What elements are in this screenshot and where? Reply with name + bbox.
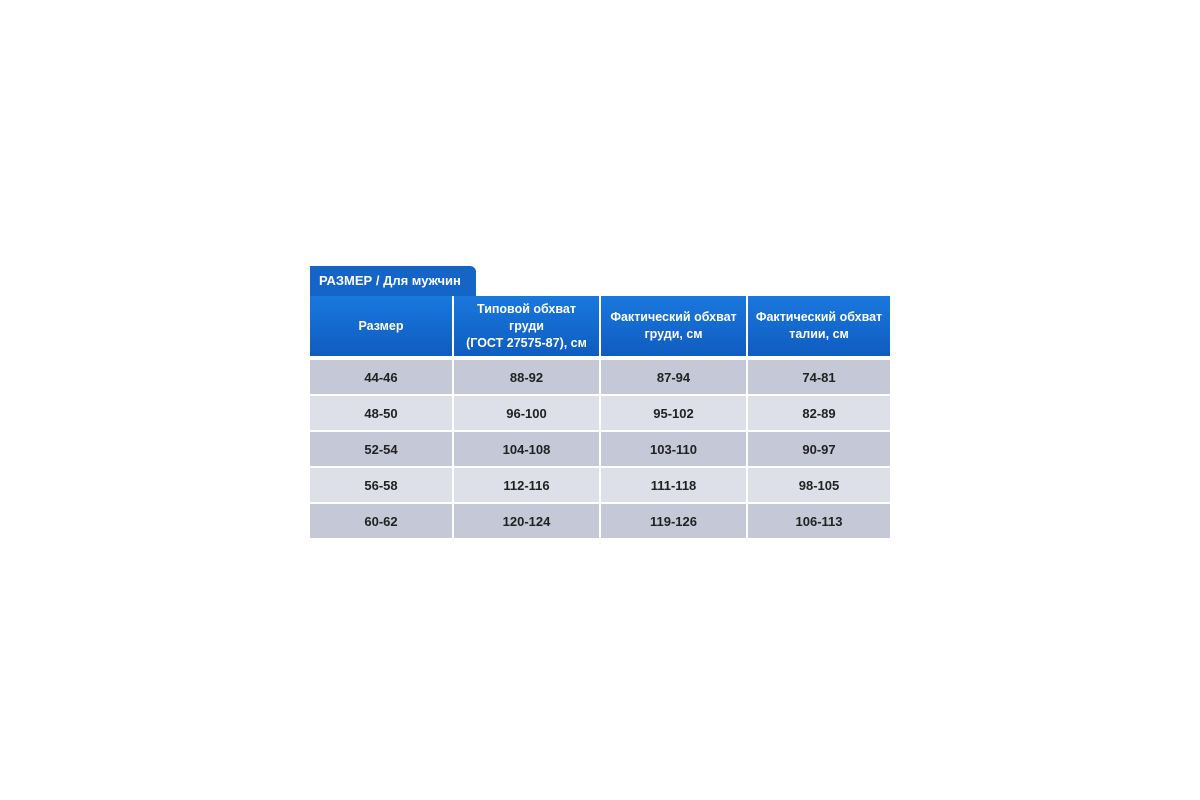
cell-actual-chest: 111-118	[600, 467, 747, 503]
size-chart-table	[310, 296, 890, 538]
table-row	[310, 503, 890, 538]
table-row	[310, 431, 890, 467]
cell-actual-waist: 106-113	[747, 503, 890, 538]
cell-typical-chest: 120-124	[453, 503, 600, 538]
cell-actual-waist: 98-105	[747, 467, 890, 503]
header-typical-chest: Типовой обхват груди (ГОСТ 27575-87), см	[453, 296, 600, 358]
cell-size: 48-50	[310, 395, 453, 431]
cell-actual-chest: 95-102	[600, 395, 747, 431]
cell-typical-chest: 112-116	[453, 467, 600, 503]
header-row	[310, 296, 890, 358]
header-actual-chest: Фактический обхват груди, см	[600, 296, 747, 358]
cell-actual-chest: 87-94	[600, 358, 747, 395]
cell-typical-chest: 96-100	[453, 395, 600, 431]
cell-size: 44-46	[310, 358, 453, 395]
cell-size: 52-54	[310, 431, 453, 467]
table-row	[310, 467, 890, 503]
table-title-tab: РАЗМЕР / Для мужчин	[310, 266, 476, 296]
cell-typical-chest: 88-92	[453, 358, 600, 395]
cell-actual-waist: 82-89	[747, 395, 890, 431]
header-size: Размер	[310, 296, 453, 358]
cell-actual-chest: 119-126	[600, 503, 747, 538]
cell-actual-waist: 90-97	[747, 431, 890, 467]
table-row	[310, 395, 890, 431]
table-row	[310, 358, 890, 395]
cell-actual-chest: 103-110	[600, 431, 747, 467]
cell-size: 56-58	[310, 467, 453, 503]
cell-size: 60-62	[310, 503, 453, 538]
cell-actual-waist: 74-81	[747, 358, 890, 395]
cell-typical-chest: 104-108	[453, 431, 600, 467]
header-actual-waist: Фактический обхват талии, см	[747, 296, 890, 358]
